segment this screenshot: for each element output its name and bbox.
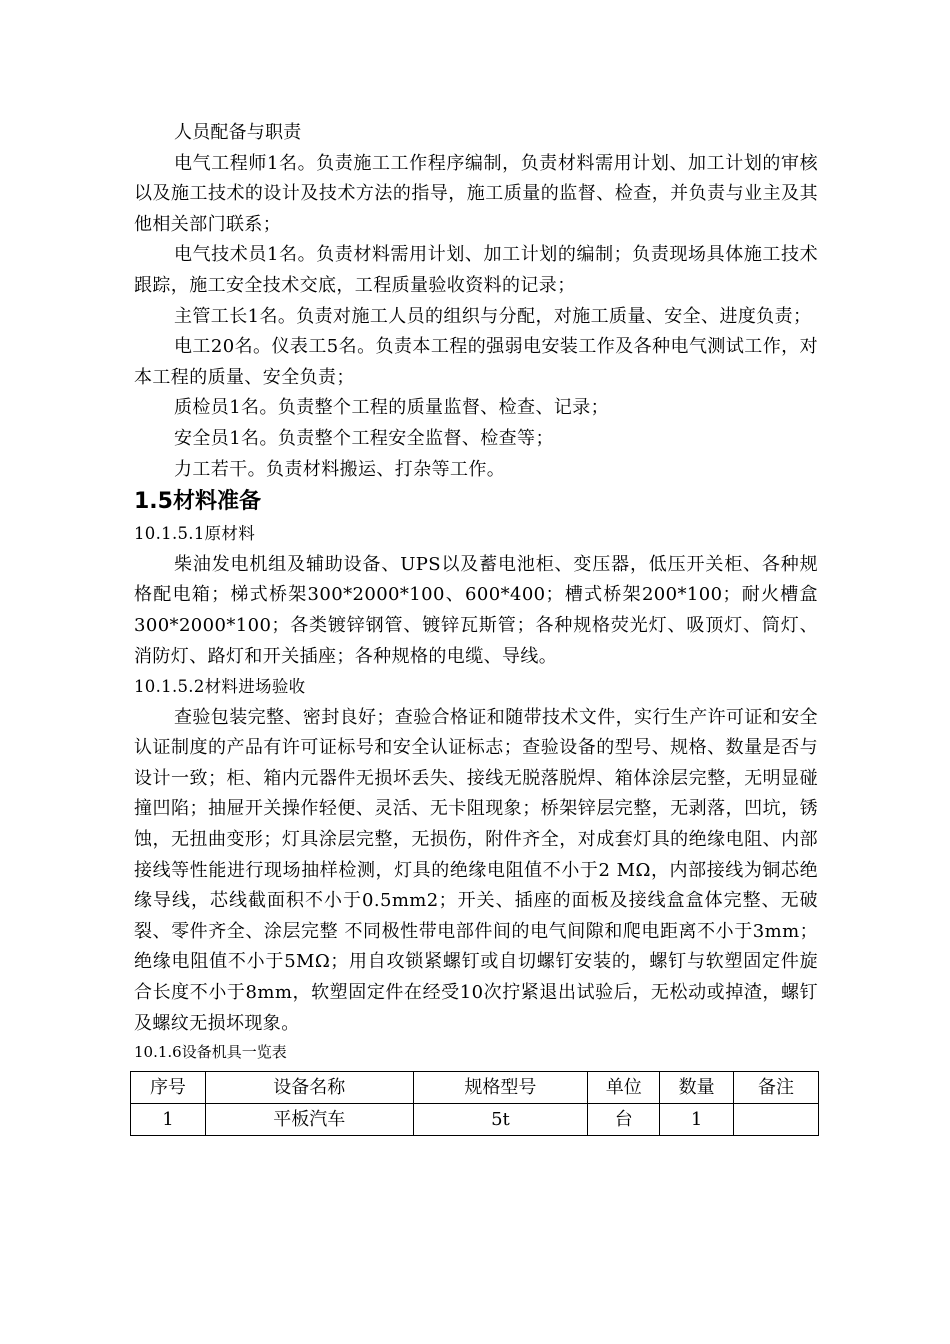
materials-inspection-text: 查验包装完整、密封良好；查验合格证和随带技术文件，实行生产许可证和安全认证制度的产品有许可证标号和安全认证标志；查验设备的型号、规格、数量是否与设计一致；柜、箱内元器件无损坏丢失、接线无脱落脱焊、箱体涂层完整，无明显碰撞凹陷；抽屉开关操作轻便、灵活、无卡阻现象；桥架锌层完整，无剥落，凹坑，锈蚀，无扭曲变形；灯具涂层完整，无损伤，附件齐全，对成套灯具的绝缘电阻、内部接线等性能进行现场抽样检测，灯具的绝缘电阻值不小于2 MΩ，内部接线为铜芯绝缘导线，芯线截面积不小于0.5mm2；开关、插座的面板及接线盒盒体完整、无破裂、零件齐全、涂层完整 不同极性带电部件间的电气间隙和爬电距离不小于3mm；绝缘电阻值不小于5MΩ；用自攻锁紧螺钉或自切螺钉安装的，螺钉与软塑固定件旋合长度不小于8mm，软塑固定件在经受10次拧紧退出试验后，无松动或掉渣，螺钉及螺纹无损坏现象。	[134, 706, 818, 1034]
staffing-laborers: 力工若干。负责材料搬运、打杂等工作。	[174, 458, 506, 480]
cell-quantity: 1	[660, 1104, 734, 1136]
staffing-safety-officer: 安全员1名。负责整个工程安全监督、检查等；	[174, 427, 554, 449]
equipment-table	[130, 1071, 819, 1136]
staffing-engineer: 电气工程师1名。负责施工工作程序编制，负责材料需用计划、加工计划的审核以及施工技术的设计及技术方法的指导，施工质量的监督、检查，并负责与业主及其他相关部门联系；	[134, 152, 818, 235]
raw-materials-text: 柴油发电机组及辅助设备、UPS以及蓄电池柜、变压器，低压开关柜、各种规格配电箱；梯式桥架300*2000*100、600*400；槽式桥架200*100；耐火槽盒300*2000*100；各类镀锌钢管、镀锌瓦斯管；各种规格荧光灯、吸顶灯、筒灯、消防灯、路灯和开关插座；各种规格的电缆、导线。	[134, 553, 818, 667]
section-heading-materials: 1.5材料准备	[134, 489, 261, 515]
staffing-title: 人员配备与职责	[174, 122, 302, 143]
header-cell-spec: 规格型号	[413, 1072, 588, 1104]
header-cell-name: 设备名称	[205, 1072, 413, 1104]
cell-unit: 台	[588, 1104, 660, 1136]
header-cell-quantity: 数量	[660, 1072, 734, 1104]
equipment-table-caption: 10.1.6设备机具一览表	[134, 1043, 287, 1062]
table-header-row	[131, 1072, 819, 1104]
raw-materials-title: 10.1.5.1原材料	[134, 524, 256, 544]
materials-inspection-title: 10.1.5.2材料进场验收	[134, 677, 306, 697]
header-cell-remarks: 备注	[734, 1072, 819, 1104]
staffing-foreman: 主管工长1名。负责对施工人员的组织与分配，对施工质量、安全、进度负责；	[174, 305, 812, 327]
cell-index: 1	[131, 1104, 206, 1136]
table-row	[131, 1104, 819, 1136]
cell-name: 平板汽车	[205, 1104, 413, 1136]
cell-spec: 5t	[413, 1104, 588, 1136]
staffing-technician: 电气技术员1名。负责材料需用计划、加工计划的编制；负责现场具体施工技术跟踪，施工安全技术交底，工程质量验收资料的记录；	[134, 244, 818, 296]
staffing-electricians: 电工20名。仪表工5名。负责本工程的强弱电安装工作及各种电气测试工作，对本工程的质量、安全负责；	[134, 336, 818, 388]
staffing-quality-inspector: 质检员1名。负责整个工程的质量监督、检查、记录；	[174, 397, 610, 419]
cell-remarks	[734, 1104, 819, 1136]
header-cell-index: 序号	[131, 1072, 206, 1104]
header-cell-unit: 单位	[588, 1072, 660, 1104]
